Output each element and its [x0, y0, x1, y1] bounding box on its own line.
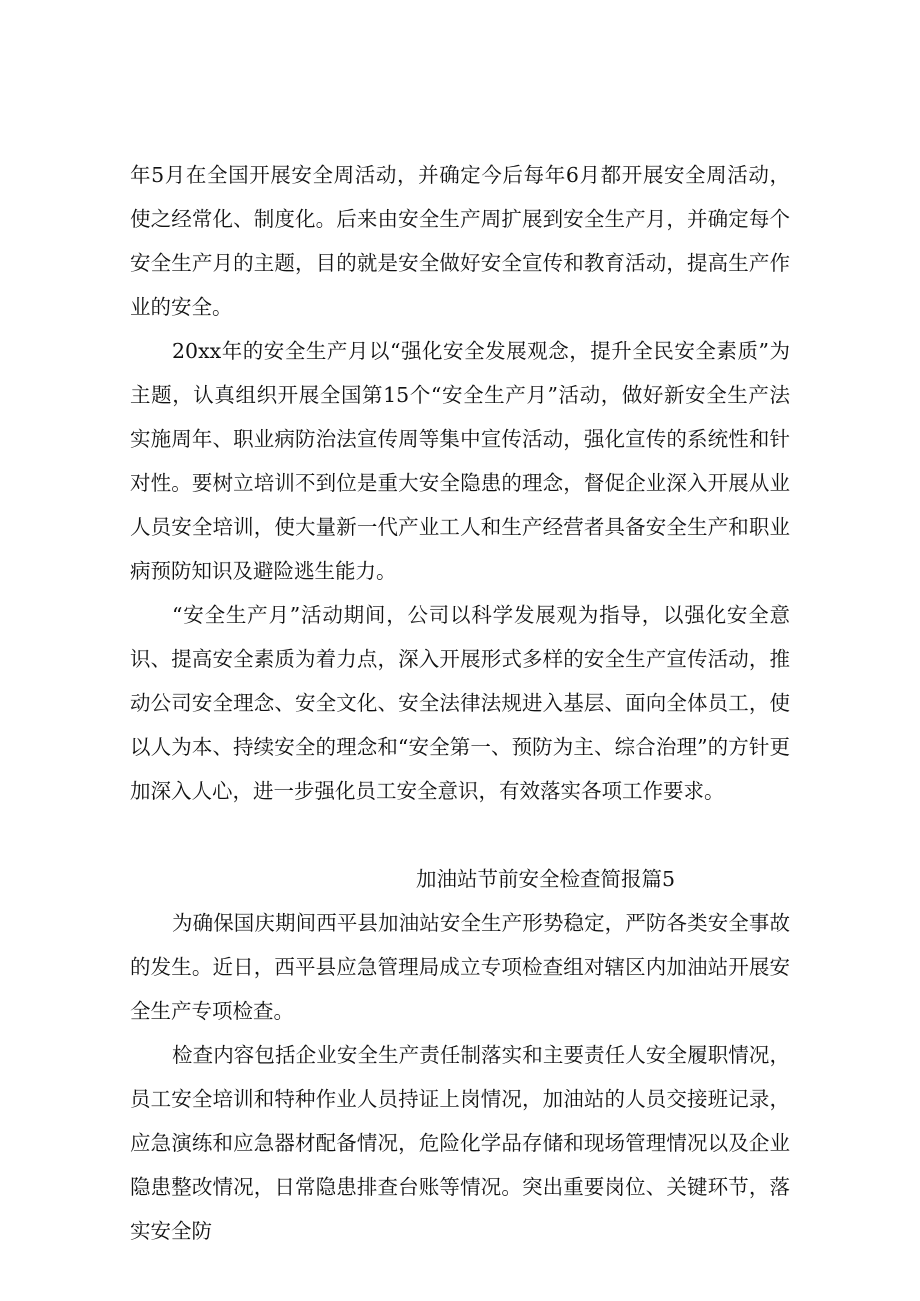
paragraph-safety-month-theme: 20xx年的安全生产月以“强化安全发展观念，提升全民安全素质”为主题，认真组织开展全国第15个“安全生产月”活动，做好新安全生产法实施周年、职业病防治法宣传周等集中宣传活动，强化宣传的系统性和针对性。要树立培训不到位是重大安全隐患的理念，督促企业深入开展从业人员安全培训，使大量新一代产业工人和生产经营者具备安全生产和职业病预防知识及避险逃生能力。 — [130, 339, 790, 583]
section-heading: 加油站节前安全检查简报篇5 — [416, 867, 676, 891]
paragraph-inspection-intro: 为确保国庆期间西平县加油站安全生产形势稳定，严防各类安全事故的发生。近日，西平县应急管理局成立专项检查组对辖区内加油站开展安全生产专项检查。 — [130, 911, 790, 1023]
paragraph-company-activities: “安全生产月”活动期间，公司以科学发展观为指导，以强化安全意识、提高安全素质为着力点，深入开展形式多样的安全生产宣传活动，推动公司安全理念、安全文化、安全法律法规进入基层、面向全体员工，使以人为本、持续安全的理念和“安全第一、预防为主、综合治理”的方针更加深入人心，进一步强化员工安全意识，有效落实各项工作要求。 — [130, 603, 790, 803]
paragraph-inspection-content: 检查内容包括企业安全生产责任制落实和主要责任人安全履职情况，员工安全培训和特种作业人员持证上岗情况，加油站的人员交接班记录，应急演练和应急器材配备情况，危险化学品存储和现场管理情况以及企业隐患整改情况，日常隐患排查台账等情况。突出重要岗位、关键环节，落实安全防 — [130, 1043, 790, 1243]
paragraph-continuation: 年5月在全国开展安全周活动，并确定今后每年6月都开展安全周活动，使之经常化、制度化。后来由安全生产周扩展到安全生产月，并确定每个安全生产月的主题，目的就是安全做好安全宣传和教育活动，提高生产作业的安全。 — [130, 163, 790, 319]
document-body — [130, 153, 790, 1253]
